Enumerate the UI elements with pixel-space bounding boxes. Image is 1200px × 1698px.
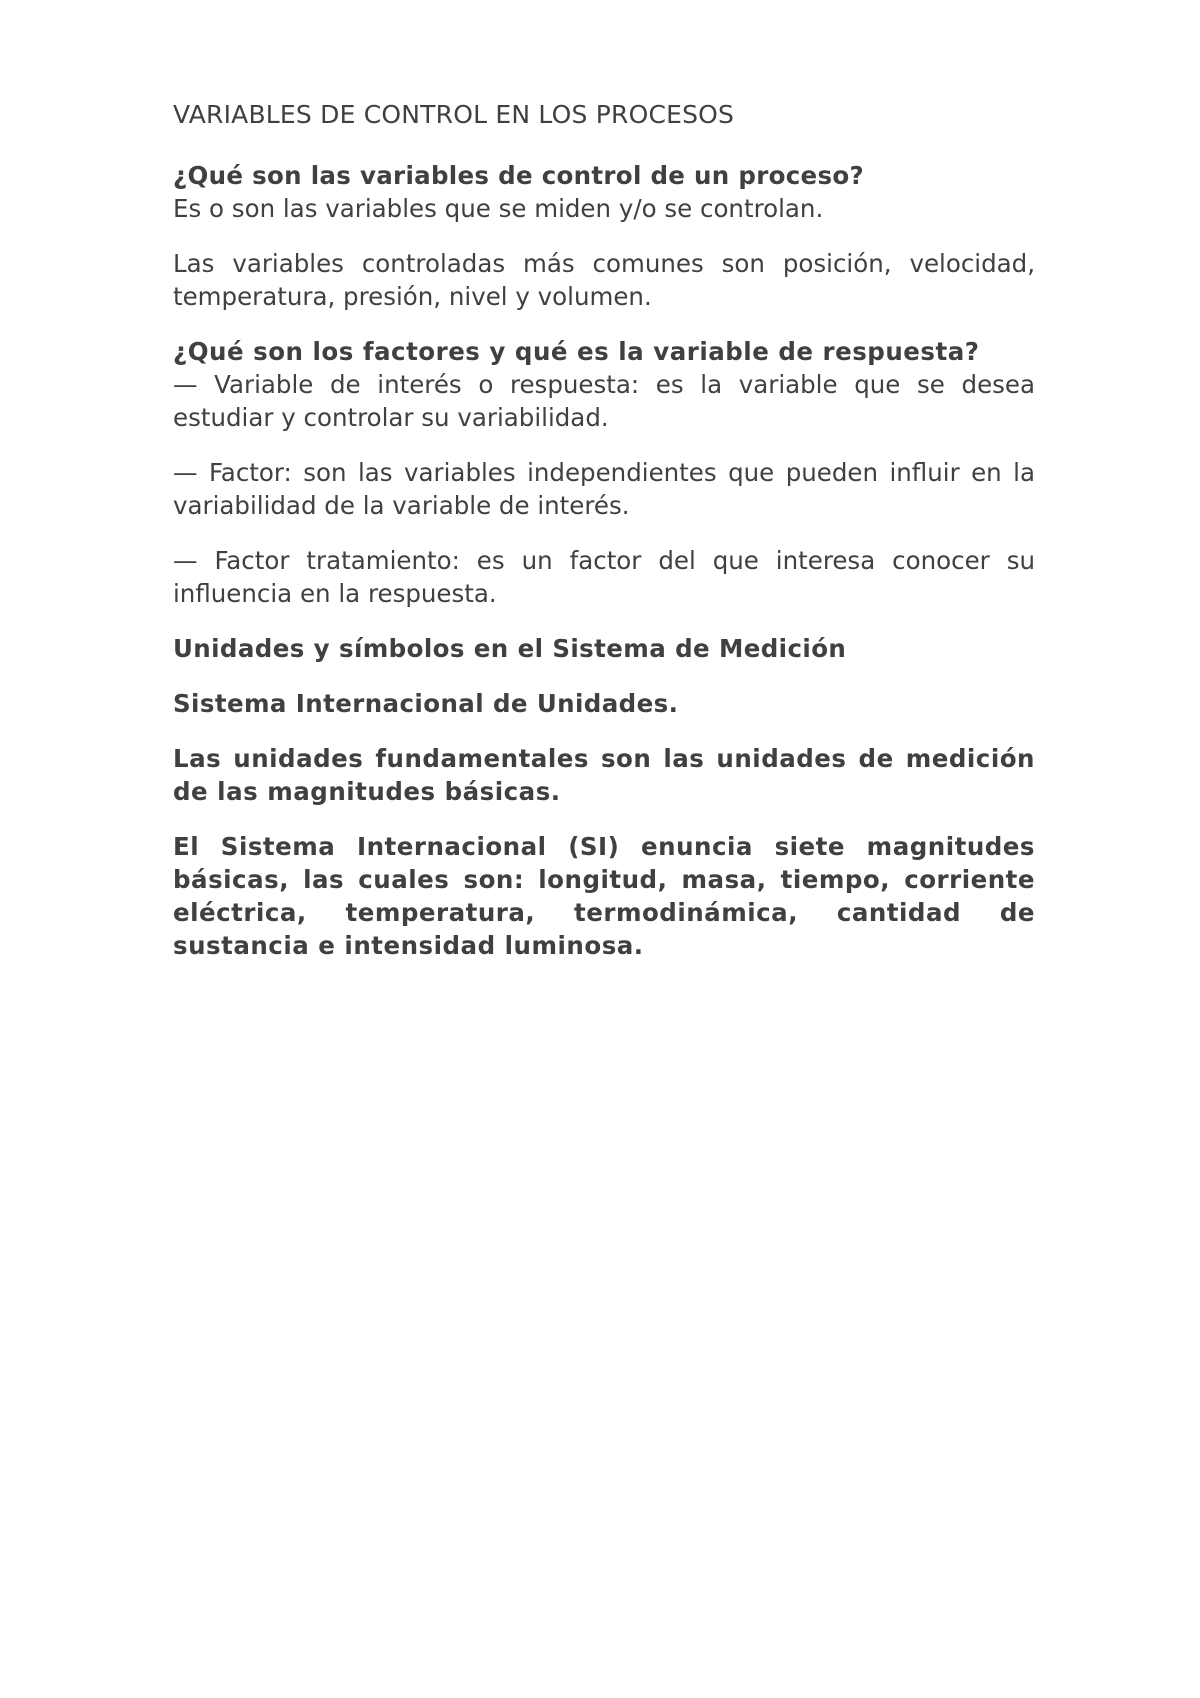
heading-units-symbols: Unidades y símbolos en el Sistema de Medición [173,634,847,663]
list-item-treatment-factor: — Factor tratamiento: es un factor del que interesa conocer su influencia en la respuesta. [173,546,1035,608]
answer-control-variables: Es o son las variables que se miden y/o se controlan. [173,194,824,223]
document-page [173,98,1035,984]
paragraph-fundamental-units: Las unidades fundamentales son las unidades de medición de las magnitudes básicas. [173,744,1035,806]
list-item-interest-variable: — Variable de interés o respuesta: es la variable que se desea estudiar y controlar su variabilidad. [173,370,1035,432]
question-factors-response: ¿Qué son los factores y qué es la variable de respuesta? [173,337,980,366]
paragraph-common-variables: Las variables controladas más comunes son posición, velocidad, temperatura, presión, nivel y volumen. [173,249,1035,311]
list-item-factor: — Factor: son las variables independientes que pueden influir en la variabilidad de la variable de interés. [173,458,1035,520]
paragraph-si-magnitudes: El Sistema Internacional (SI) enuncia siete magnitudes básicas, las cuales son: longitud, masa, tiempo, corriente eléctrica, temperatura, termodinámica, cantidad de sustancia e intensidad luminosa. [173,832,1035,960]
document-title: VARIABLES DE CONTROL EN LOS PROCESOS [173,100,735,129]
heading-international-system: Sistema Internacional de Unidades. [173,689,679,718]
question-control-variables: ¿Qué son las variables de control de un proceso? [173,161,864,190]
